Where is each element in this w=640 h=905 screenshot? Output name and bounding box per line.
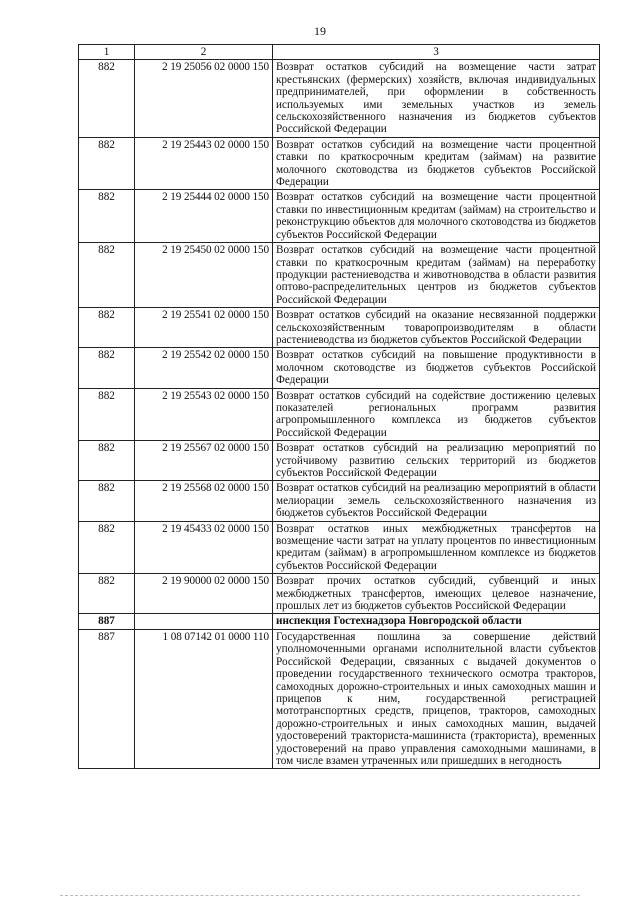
budget-code-cell: 2 19 25450 02 0000 150: [135, 243, 273, 308]
table-row: [79, 60, 600, 137]
table-row: [79, 574, 600, 614]
budget-code-cell: 2 19 25443 02 0000 150: [135, 137, 273, 190]
description-cell: Возврат остатков иных межбюджетных трансфертов на возмещение части затрат на уплату процентов по инвестиционным кредитам (займам) в агропромышленном комплексе из бюджетов субъектов Российской Федерации: [273, 521, 600, 574]
table-row: [79, 137, 600, 190]
budget-code-cell: 2 19 90000 02 0000 150: [135, 574, 273, 614]
budget-code-cell: 2 19 25444 02 0000 150: [135, 190, 273, 243]
description-cell: инспекция Гостехнадзора Новгородской области: [273, 614, 600, 629]
admin-code-cell: 882: [79, 388, 135, 441]
scan-edge-line: [60, 895, 580, 897]
admin-code-cell: 882: [79, 308, 135, 348]
table-row: [79, 481, 600, 521]
admin-code-cell: 882: [79, 190, 135, 243]
admin-code-cell: 882: [79, 60, 135, 137]
column-header: 2: [135, 45, 273, 60]
budget-classification-table: [78, 44, 600, 769]
table-row: [79, 348, 600, 388]
admin-code-cell: 887: [79, 629, 135, 768]
description-cell: Возврат остатков субсидий на возмещение части процентной ставки по краткосрочным кредитам (займам) на переработку продукции растениеводства и животноводства в области развития оптово-распределительных центров из бюджетов субъектов Российской Федерации: [273, 243, 600, 308]
budget-code-cell: 2 19 25541 02 0000 150: [135, 308, 273, 348]
budget-code-cell: 2 19 25568 02 0000 150: [135, 481, 273, 521]
budget-code-cell: 2 19 25542 02 0000 150: [135, 348, 273, 388]
description-cell: Возврат остатков субсидий на возмещение части процентной ставки по краткосрочным кредитам (займам) на развитие молочного скотоводства из бюджетов субъектов Российской Федерации: [273, 137, 600, 190]
column-header: 3: [273, 45, 600, 60]
description-cell: Возврат прочих остатков субсидий, субвенций и иных межбюджетных трансфертов, имеющих целевое назначение, прошлых лет из бюджетов субъектов Российской Федерации: [273, 574, 600, 614]
table-body: [79, 60, 600, 769]
table-row: [79, 629, 600, 768]
description-cell: Возврат остатков субсидий на возмещение части процентной ставки по инвестиционным кредитам (займам) на строительство и реконструкцию объектов для молочного скотоводства из бюджетов субъектов Российской Федерации: [273, 190, 600, 243]
table-row: [79, 388, 600, 441]
section-row: [79, 614, 600, 629]
table-row: [79, 190, 600, 243]
budget-code-cell: 2 19 25543 02 0000 150: [135, 388, 273, 441]
description-cell: Возврат остатков субсидий на оказание несвязанной поддержки сельскохозяйственным товаропроизводителям в области растениеводства из бюджетов субъектов Российской Федерации: [273, 308, 600, 348]
table-row: [79, 521, 600, 574]
admin-code-cell: 882: [79, 243, 135, 308]
table-row: [79, 308, 600, 348]
table-row: [79, 243, 600, 308]
budget-code-cell: [135, 614, 273, 629]
budget-code-cell: 2 19 25567 02 0000 150: [135, 441, 273, 481]
description-cell: Возврат остатков субсидий на повышение продуктивности в молочном скотоводстве из бюджетов субъектов Российской Федерации: [273, 348, 600, 388]
page-number: 19: [314, 24, 326, 38]
admin-code-cell: 882: [79, 348, 135, 388]
description-cell: Возврат остатков субсидий на содействие достижению целевых показателей региональных программ развития агропромышленного комплекса из бюджетов субъектов Российской Федерации: [273, 388, 600, 441]
budget-code-cell: 2 19 25056 02 0000 150: [135, 60, 273, 137]
admin-code-cell: 887: [79, 614, 135, 629]
admin-code-cell: 882: [79, 521, 135, 574]
table-header-row: [79, 45, 600, 60]
description-cell: Возврат остатков субсидий на возмещение части затрат крестьянских (фермерских) хозяйств, включая индивидуальных предпринимателей, при оформлении в собственность используемых ими земельных участков из земель сельскохозяйственного назначения из бюджетов субъектов Российской Федерации: [273, 60, 600, 137]
column-header: 1: [79, 45, 135, 60]
budget-code-cell: 2 19 45433 02 0000 150: [135, 521, 273, 574]
description-cell: Возврат остатков субсидий на реализацию мероприятий в области мелиорации земель сельскохозяйственного назначения из бюджетов субъектов Российской Федерации: [273, 481, 600, 521]
budget-code-cell: 1 08 07142 01 0000 110: [135, 629, 273, 768]
admin-code-cell: 882: [79, 441, 135, 481]
admin-code-cell: 882: [79, 137, 135, 190]
admin-code-cell: 882: [79, 574, 135, 614]
table-row: [79, 441, 600, 481]
description-cell: Возврат остатков субсидий на реализацию мероприятий по устойчивому развитию сельских территорий из бюджетов субъектов Российской Федерации: [273, 441, 600, 481]
description-cell: Государственная пошлина за совершение действий уполномоченными органами исполнительной власти субъектов Российской Федерации, связанных с выдачей документов о проведении государственного технического осмотра тракторов, самоходных дорожно-строительных и иных самоходных машин и прицепов к ним, государственной регистрацией мототранспортных средств, прицепов, тракторов, самоходных дорожно-строительных и иных самоходных машин, выдачей удостоверений тракториста-машиниста (тракториста), временных удостоверений на право управления самоходными машинами, в том числе взамен утраченных или пришедших в негодность: [273, 629, 600, 768]
admin-code-cell: 882: [79, 481, 135, 521]
